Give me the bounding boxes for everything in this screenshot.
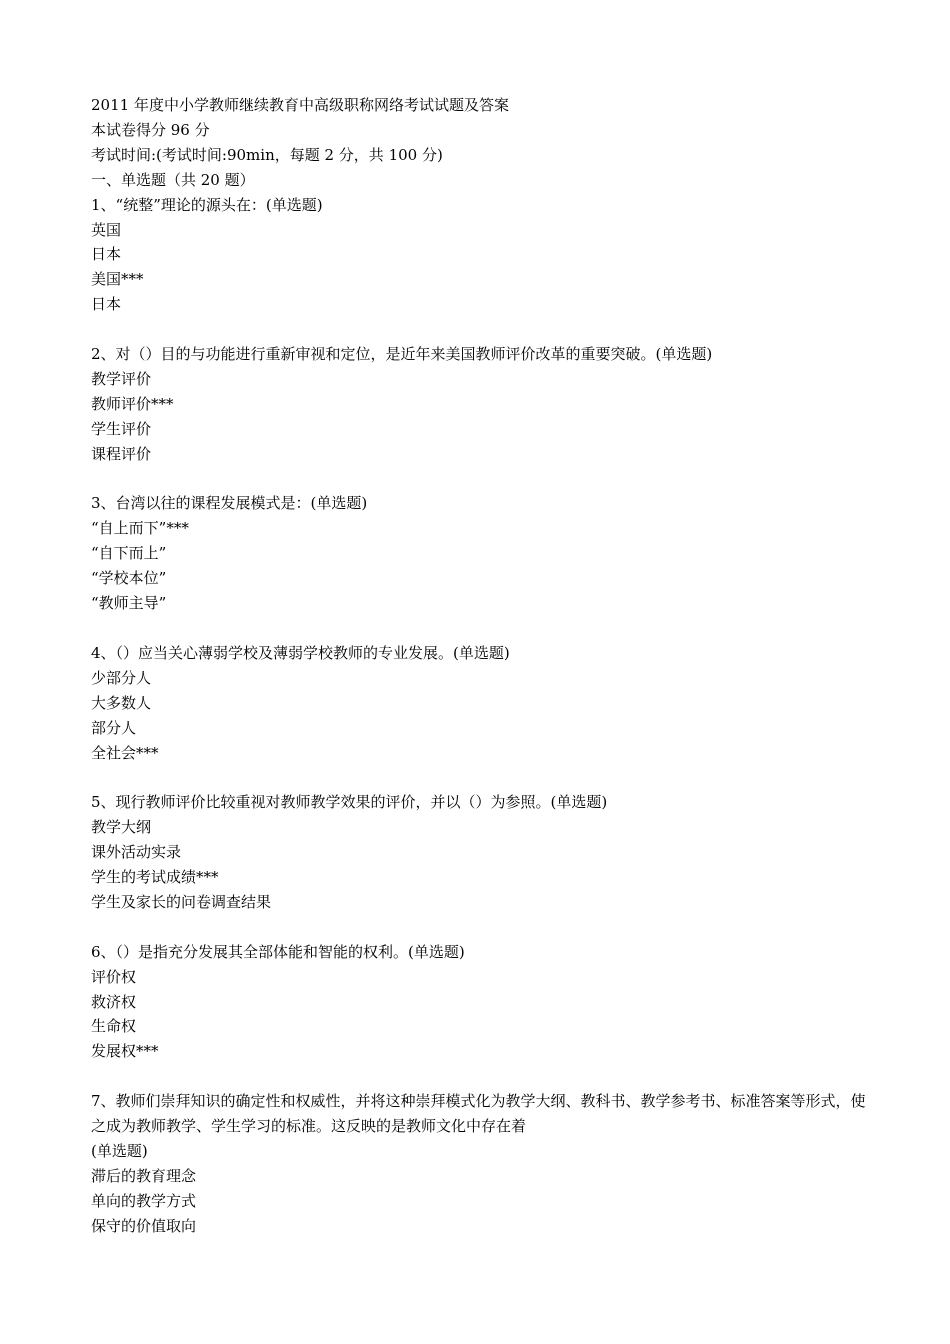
option: 生命权 bbox=[91, 1017, 137, 1036]
option: 保守的价值取向 bbox=[91, 1216, 197, 1235]
option: 全社会*** bbox=[91, 743, 159, 762]
question-3 bbox=[91, 491, 871, 640]
question-stem: 2、对（）目的与功能进行重新审视和定位，是近年来美国教师评价改革的重要突破。(单选题) bbox=[91, 345, 713, 364]
option: 教学评价 bbox=[91, 369, 152, 388]
document-title: 2011 年度中小学教师继续教育中高级职称网络考试试题及答案 bbox=[91, 96, 509, 114]
option: 学生及家长的问卷调查结果 bbox=[91, 892, 272, 911]
spacer bbox=[91, 765, 871, 790]
option: 教学大纲 bbox=[91, 818, 152, 837]
question-stem: 6、（）是指充分发展其全部体能和智能的权利。(单选题) bbox=[91, 942, 465, 961]
option: 发展权*** bbox=[91, 1042, 159, 1061]
question-stem: 5、现行教师评价比较重视对教师教学效果的评价，并以（）为参照。(单选题) bbox=[91, 793, 608, 812]
question-type-label: (单选题) bbox=[91, 1141, 148, 1160]
question-2 bbox=[91, 342, 871, 491]
option: 少部分人 bbox=[91, 668, 152, 687]
option: 课外活动实录 bbox=[91, 843, 182, 862]
spacer bbox=[91, 467, 871, 492]
section-heading: 一、单选题（共 20 题） bbox=[91, 170, 255, 189]
question-6 bbox=[91, 940, 871, 1089]
option: 救济权 bbox=[91, 992, 137, 1011]
question-5 bbox=[91, 790, 871, 939]
spacer bbox=[91, 1064, 871, 1089]
question-7 bbox=[91, 1089, 871, 1238]
option: 学生评价 bbox=[91, 419, 152, 438]
option: 滞后的教育理念 bbox=[91, 1166, 197, 1185]
option: 美国*** bbox=[91, 270, 144, 289]
option: 学生的考试成绩*** bbox=[91, 868, 219, 887]
option: 课程评价 bbox=[91, 444, 152, 463]
option: 大多数人 bbox=[91, 693, 152, 712]
question-1 bbox=[91, 193, 871, 342]
question-stem: 7、教师们崇拜知识的确定性和权威性，并将这种崇拜模式化为教学大纲、教科书、教学参考书、标准答案等形式，使之成为教师教学、学生学习的标准。这反映的是教师文化中存在着 bbox=[91, 1092, 866, 1136]
option: 日本 bbox=[91, 295, 122, 314]
option: “自下而上” bbox=[91, 544, 167, 563]
option: “学校本位” bbox=[91, 569, 167, 588]
spacer bbox=[91, 915, 871, 940]
option: 教师评价*** bbox=[91, 394, 174, 413]
option: 评价权 bbox=[91, 967, 137, 986]
document-page bbox=[91, 93, 871, 1239]
question-stem: 3、台湾以往的课程发展模式是：(单选题) bbox=[91, 494, 368, 513]
option: 单向的教学方式 bbox=[91, 1191, 197, 1210]
option: “自上而下”*** bbox=[91, 519, 189, 538]
score-line: 本试卷得分 96 分 bbox=[91, 120, 210, 139]
option: “教师主导” bbox=[91, 594, 167, 613]
spacer bbox=[91, 616, 871, 641]
spacer bbox=[91, 317, 871, 342]
time-line: 考试时间:(考试时间:90min，每题 2 分，共 100 分) bbox=[91, 145, 443, 164]
question-stem: 1、“统整”理论的源头在：(单选题) bbox=[91, 195, 323, 214]
option: 日本 bbox=[91, 245, 122, 264]
option: 部分人 bbox=[91, 718, 137, 737]
option: 英国 bbox=[91, 220, 122, 239]
question-stem: 4、（）应当关心薄弱学校及薄弱学校教师的专业发展。(单选题) bbox=[91, 643, 510, 662]
question-4 bbox=[91, 641, 871, 790]
